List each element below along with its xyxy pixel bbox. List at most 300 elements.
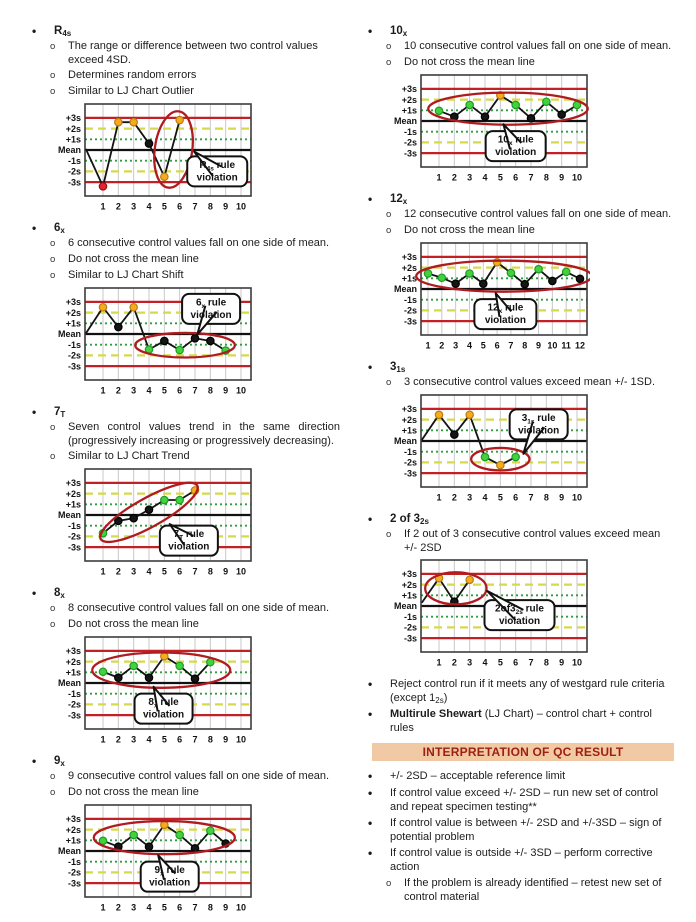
bullet-marker: • — [32, 405, 37, 419]
rule-bullet-text — [68, 449, 342, 463]
rule-bullet — [28, 252, 342, 267]
rule-section-left-4 — [28, 754, 342, 918]
summary-bullet-text-seg-1: (LJ Chart) – control chart + control rules — [390, 708, 652, 734]
x-axis-labels — [436, 493, 582, 503]
svg-text:2: 2 — [115, 734, 121, 745]
right-column — [364, 24, 678, 922]
rule-name-seg-0: 9 — [54, 755, 61, 767]
rule-bullet-text — [404, 39, 678, 53]
sub-bullet-marker: o — [386, 877, 392, 889]
rule-section-left-1 — [28, 221, 342, 401]
svg-text:9: 9 — [223, 385, 229, 396]
svg-text:+3s: +3s — [65, 113, 81, 124]
summary-bullet-text-seg-2: ) — [443, 692, 448, 704]
rule-bullet-text-seg-0: 9 consecutive control values fall on one side of mean. — [68, 770, 330, 782]
svg-text:2: 2 — [451, 492, 457, 503]
bullet-marker: • — [32, 221, 37, 235]
svg-text:-3s: -3s — [67, 177, 81, 188]
svg-text:1: 1 — [100, 385, 106, 396]
svg-text:10: 10 — [235, 201, 247, 212]
rule-heading — [28, 754, 342, 769]
svg-text:9: 9 — [223, 734, 229, 745]
rule-bullet-text-seg-0: Do not cross the mean line — [404, 224, 535, 236]
svg-text:4: 4 — [482, 492, 488, 503]
rule-bullet-text — [404, 55, 678, 69]
svg-text:5: 5 — [480, 340, 486, 351]
y-axis-labels — [58, 814, 81, 888]
chart-wrap — [374, 558, 678, 673]
x-axis-labels — [100, 735, 246, 745]
rule-section-right-1 — [364, 192, 678, 356]
svg-text:5: 5 — [497, 492, 503, 503]
bullet-marker: • — [368, 677, 373, 691]
rule-bullet-text-seg-0: 6 consecutive control values fall on one side of mean. — [68, 237, 330, 249]
summary-bullet-text — [390, 677, 678, 705]
svg-text:-3s: -3s — [67, 878, 81, 889]
rule-bullet-text-seg-0: 8 consecutive control values fall on one side of mean. — [68, 602, 330, 614]
chart-wrap — [38, 286, 342, 401]
svg-text:2: 2 — [451, 172, 457, 183]
svg-text:9: 9 — [559, 492, 565, 503]
control-chart-8x — [38, 635, 254, 745]
svg-text:7: 7 — [192, 385, 198, 396]
y-axis-labels — [58, 478, 81, 552]
svg-text:1: 1 — [100, 902, 106, 913]
y-axis-labels — [58, 297, 81, 371]
rule-name-seg-0: 2 of 3 — [390, 513, 421, 525]
svg-text:1: 1 — [100, 201, 106, 212]
rule-name-seg-1: x — [60, 226, 65, 235]
bullet-marker: • — [368, 845, 373, 860]
interpretation-bullet-text — [390, 769, 678, 783]
rule-name — [54, 221, 65, 236]
rule-bullet — [364, 375, 678, 390]
svg-text:+1s: +1s — [401, 425, 417, 436]
svg-text:2: 2 — [115, 566, 121, 577]
svg-text:+1s: +1s — [65, 499, 81, 510]
svg-text:6x rule: $6_x$ rule — [195, 297, 227, 310]
svg-text:3: 3 — [453, 340, 459, 351]
svg-text:-1s: -1s — [403, 611, 417, 622]
svg-text:-1s: -1s — [403, 446, 417, 457]
svg-text:-2s: -2s — [403, 622, 417, 633]
rule-bullet-text-seg-0: Do not cross the mean line — [68, 618, 199, 630]
svg-text:9: 9 — [559, 172, 565, 183]
svg-text:1: 1 — [436, 172, 442, 183]
rule-name-seg-0: 12 — [390, 193, 403, 205]
interpretation-bullet-text — [390, 786, 678, 814]
rule-heading — [364, 192, 678, 207]
svg-text:10x rule: $10_x$ rule — [497, 134, 534, 148]
x-axis-labels — [436, 173, 582, 183]
rule-bullet — [28, 769, 342, 784]
svg-text:1: 1 — [436, 657, 442, 668]
rule-name-seg-0: R — [54, 25, 63, 37]
svg-text:6: 6 — [177, 385, 183, 396]
svg-text:9: 9 — [223, 201, 229, 212]
svg-text:3: 3 — [467, 657, 473, 668]
rule-bullet-text-seg-0: 3 consecutive control values exceed mean +/- 1SD. — [404, 376, 655, 388]
svg-text:violation: violation — [190, 309, 232, 321]
chart-wrap — [38, 803, 342, 918]
svg-text:+1s: +1s — [401, 273, 417, 284]
rule-bullet-text-seg-0: Similar to LJ Chart Shift — [68, 269, 184, 281]
svg-text:12: 12 — [574, 340, 586, 351]
svg-text:-1s: -1s — [403, 126, 417, 137]
svg-text:Mean: Mean — [57, 846, 81, 857]
rule-bullet — [28, 617, 342, 632]
rule-name — [54, 24, 71, 39]
sub-bullet-marker: o — [50, 70, 56, 81]
x-axis-labels — [100, 567, 246, 577]
svg-text:6: 6 — [177, 902, 183, 913]
svg-text:9: 9 — [223, 902, 229, 913]
rule-bullet-text-seg-0: Do not cross the mean line — [404, 56, 535, 68]
rule-bullet-text — [68, 420, 342, 448]
svg-text:+1s: +1s — [401, 590, 417, 601]
interpretation-bullet — [364, 816, 678, 844]
right-rule-sections — [364, 24, 678, 673]
rule-bullet-text-seg-0: Determines random errors — [68, 69, 197, 81]
rule-name-seg-0: 8 — [54, 587, 61, 599]
svg-text:1: 1 — [436, 492, 442, 503]
svg-text:5: 5 — [161, 385, 167, 396]
svg-text:+2s: +2s — [65, 123, 81, 134]
x-axis-labels — [100, 202, 246, 212]
svg-text:2: 2 — [439, 340, 445, 351]
svg-text:-3s: -3s — [403, 468, 417, 479]
x-axis-labels — [100, 903, 246, 913]
svg-text:3: 3 — [467, 172, 473, 183]
svg-text:6: 6 — [177, 734, 183, 745]
svg-text:8: 8 — [543, 492, 549, 503]
rule-name-seg-1: T — [60, 410, 66, 419]
svg-text:5: 5 — [161, 566, 167, 577]
rule-bullet-text — [68, 236, 342, 250]
bullet-marker: • — [368, 24, 373, 38]
sub-bullet-marker: o — [386, 225, 392, 236]
svg-text:violation: violation — [484, 315, 526, 327]
svg-text:3: 3 — [131, 566, 137, 577]
rule-name — [54, 405, 65, 420]
summary-bullet-text — [390, 707, 678, 735]
control-chart-12x — [374, 241, 590, 351]
svg-text:Mean: Mean — [57, 510, 81, 521]
rule-bullet-text — [404, 207, 678, 221]
rule-bullet-text — [404, 527, 678, 555]
svg-text:-2s: -2s — [403, 137, 417, 148]
svg-text:+2s: +2s — [65, 824, 81, 835]
bullet-marker: • — [32, 754, 37, 768]
rule-bullet — [28, 68, 342, 83]
control-chart-31s — [374, 393, 590, 503]
rule-bullet — [28, 601, 342, 616]
rule-name — [390, 24, 407, 39]
summary-bullet-text-seg-1: 2s — [435, 696, 444, 705]
control-chart-R4s — [38, 102, 254, 212]
x-axis-labels — [100, 386, 246, 396]
svg-text:-3s: -3s — [403, 148, 417, 159]
svg-text:-1s: -1s — [67, 856, 81, 867]
svg-text:-2s: -2s — [67, 867, 81, 878]
svg-text:3: 3 — [131, 902, 137, 913]
svg-text:4: 4 — [482, 657, 488, 668]
svg-text:7: 7 — [528, 492, 534, 503]
summary-bullet-text-seg-0: Reject control run if it meets any of westgard rule criteria (except 1 — [390, 678, 665, 704]
svg-text:10: 10 — [235, 385, 247, 396]
svg-text:10: 10 — [571, 172, 583, 183]
svg-text:3: 3 — [131, 385, 137, 396]
left-column — [28, 24, 342, 922]
rule-name — [390, 192, 407, 207]
callout-bubble — [141, 855, 199, 891]
svg-text:10: 10 — [235, 734, 247, 745]
svg-text:8: 8 — [543, 657, 549, 668]
rule-name-seg-0: 10 — [390, 25, 403, 37]
interpretation-sub-bullet-text — [404, 876, 678, 905]
svg-text:Mean: Mean — [393, 601, 417, 612]
svg-text:8: 8 — [543, 172, 549, 183]
svg-text:12x rule: $12_x$ rule — [487, 302, 524, 316]
interp-bullet-text-seg-0: +/- 2SD – acceptable reference limit — [390, 770, 566, 782]
bullet-marker: • — [368, 360, 373, 374]
chart-wrap — [38, 635, 342, 750]
svg-text:+2s: +2s — [401, 579, 417, 590]
svg-text:5: 5 — [161, 734, 167, 745]
svg-text:4: 4 — [146, 734, 152, 745]
svg-text:+3s: +3s — [65, 646, 81, 657]
control-chart-10x — [374, 73, 590, 183]
y-axis-labels — [58, 113, 81, 187]
rule-heading — [364, 512, 678, 527]
rule-bullet — [28, 785, 342, 800]
svg-text:violation: violation — [149, 877, 191, 889]
svg-text:10: 10 — [235, 902, 247, 913]
svg-text:10: 10 — [571, 492, 583, 503]
callout-bubble — [160, 524, 218, 556]
svg-text:violation: violation — [495, 147, 537, 159]
x-axis-labels — [425, 341, 585, 351]
rule-name-seg-0: 7 — [54, 406, 61, 418]
svg-text:+1s: +1s — [65, 134, 81, 145]
rule-bullet-text-seg-0: Do not cross the mean line — [68, 253, 199, 265]
bullet-marker: • — [368, 815, 373, 830]
svg-text:-2s: -2s — [67, 350, 81, 361]
bullet-marker: • — [368, 707, 373, 721]
svg-text:2: 2 — [115, 902, 121, 913]
svg-text:9: 9 — [536, 340, 542, 351]
rule-bullet-text-seg-0: Similar to LJ Chart Outlier — [68, 85, 194, 97]
svg-text:1: 1 — [425, 340, 431, 351]
rule-name — [390, 360, 405, 375]
svg-text:8: 8 — [207, 734, 213, 745]
interpretation-sub-bullet — [364, 876, 678, 905]
rule-name-seg-0: 6 — [54, 222, 61, 234]
svg-text:10: 10 — [235, 566, 247, 577]
rule-bullet — [28, 449, 342, 464]
bullet-marker: • — [368, 785, 373, 800]
svg-text:8: 8 — [207, 566, 213, 577]
svg-text:6: 6 — [513, 657, 519, 668]
svg-text:violation: violation — [498, 616, 541, 628]
svg-text:7: 7 — [528, 657, 534, 668]
svg-text:-1s: -1s — [67, 520, 81, 531]
chart-wrap — [38, 467, 342, 582]
interpretation-header: INTERPRETATION OF QC RESULT — [372, 743, 674, 761]
svg-text:Mean: Mean — [57, 145, 81, 156]
rule-bullet-text-seg-0: Do not cross the mean line — [68, 786, 199, 798]
svg-text:7: 7 — [192, 902, 198, 913]
y-axis-labels — [58, 646, 81, 720]
interpretation-bullet — [364, 786, 678, 814]
rule-bullet-text — [68, 601, 342, 615]
bullet-marker: • — [32, 24, 37, 38]
callout-bubble — [187, 152, 247, 187]
svg-text:9: 9 — [223, 566, 229, 577]
svg-text:2of32s rule: $2of3_{2s}$ rule — [495, 603, 544, 617]
svg-text:Mean: Mean — [57, 678, 81, 689]
y-axis-labels — [394, 252, 417, 326]
svg-text:11: 11 — [561, 340, 571, 351]
svg-text:4: 4 — [146, 201, 152, 212]
svg-text:Mean: Mean — [393, 436, 417, 447]
control-chart-9x — [38, 803, 254, 913]
svg-text:-2s: -2s — [67, 531, 81, 542]
svg-text:8: 8 — [207, 902, 213, 913]
interp-sub-bullet-text-seg-0: If the problem is already identified – retest new set of control material — [404, 876, 662, 903]
svg-text:3: 3 — [131, 201, 137, 212]
rule-name — [54, 754, 65, 769]
svg-text:7: 7 — [508, 340, 514, 351]
bullet-marker: • — [32, 586, 37, 600]
rule-heading — [28, 24, 342, 39]
summary-bullet — [364, 677, 678, 705]
rule-name-seg-1: 4s — [62, 29, 72, 38]
sub-bullet-marker: o — [386, 529, 392, 540]
svg-text:-1s: -1s — [67, 339, 81, 350]
svg-text:+3s: +3s — [65, 478, 81, 489]
callout-bubble — [474, 293, 536, 329]
svg-text:8: 8 — [207, 201, 213, 212]
rule-section-right-3 — [364, 512, 678, 673]
svg-text:3: 3 — [467, 492, 473, 503]
rule-bullet-text — [404, 223, 678, 237]
svg-text:10: 10 — [571, 657, 583, 668]
interp-bullet-text-seg-0: If control value is outside +/- 3SD – perform corrective action — [390, 846, 653, 873]
sub-bullet-marker: o — [50, 86, 56, 97]
rule-bullet — [28, 420, 342, 448]
svg-text:-3s: -3s — [67, 710, 81, 721]
svg-text:-2s: -2s — [403, 457, 417, 468]
svg-text:5: 5 — [497, 657, 503, 668]
sub-bullet-marker: o — [386, 209, 392, 220]
sub-bullet-marker: o — [386, 57, 392, 68]
svg-text:5: 5 — [161, 902, 167, 913]
svg-text:-3s: -3s — [67, 361, 81, 372]
svg-text:violation: violation — [143, 709, 185, 721]
control-chart-6x — [38, 286, 254, 396]
svg-text:4: 4 — [146, 385, 152, 396]
sub-bullet-marker: o — [50, 254, 56, 265]
sub-bullet-marker: o — [50, 422, 56, 433]
svg-text:-2s: -2s — [67, 699, 81, 710]
interpretation-bullets — [364, 769, 678, 905]
svg-text:+3s: +3s — [401, 404, 417, 415]
rule-bullet-text — [68, 39, 342, 67]
summary-bullet-text-seg-0: Multirule Shewart — [390, 708, 482, 720]
rule-bullet — [28, 84, 342, 99]
rule-bullet-text — [68, 252, 342, 266]
svg-text:5: 5 — [497, 172, 503, 183]
svg-text:Mean: Mean — [393, 284, 417, 295]
svg-text:7: 7 — [192, 734, 198, 745]
y-axis-labels — [394, 404, 417, 478]
rule-bullet-text — [68, 84, 342, 98]
svg-text:2: 2 — [115, 201, 121, 212]
rule-heading — [28, 221, 342, 236]
sub-bullet-marker: o — [50, 270, 56, 281]
rule-section-left-0 — [28, 24, 342, 217]
svg-text:8: 8 — [207, 385, 213, 396]
rule-heading — [364, 24, 678, 39]
rule-bullet-text-seg-0: 12 consecutive control values fall on one side of mean. — [404, 208, 672, 220]
control-chart-2of32s — [374, 558, 590, 668]
svg-text:+3s: +3s — [65, 297, 81, 308]
svg-text:31s rule: $3_{1s}$ rule — [521, 412, 556, 426]
rule-name-seg-1: x — [402, 197, 408, 206]
rule-section-right-0 — [364, 24, 678, 188]
chart-wrap — [38, 102, 342, 217]
rule-bullet-text — [68, 268, 342, 282]
rule-bullet-text-seg-0: The range or difference between two control values exceed 4SD. — [68, 40, 318, 66]
svg-text:10: 10 — [547, 340, 558, 351]
interpretation-section — [364, 743, 678, 905]
svg-text:-1s: -1s — [67, 155, 81, 166]
svg-text:Mean: Mean — [393, 116, 417, 127]
svg-text:-2s: -2s — [403, 305, 417, 316]
svg-text:+2s: +2s — [65, 488, 81, 499]
svg-text:6: 6 — [513, 172, 519, 183]
svg-text:+2s: +2s — [65, 307, 81, 318]
rule-bullet-text — [68, 617, 342, 631]
sub-bullet-marker: o — [50, 771, 56, 782]
summary-bullets — [364, 677, 678, 735]
svg-text:-2s: -2s — [67, 166, 81, 177]
svg-text:violation: violation — [168, 541, 210, 553]
rule-name-seg-1: 1s — [396, 365, 406, 374]
y-axis-labels — [394, 84, 417, 158]
svg-text:Mean: Mean — [57, 329, 81, 340]
svg-text:1: 1 — [100, 566, 106, 577]
svg-text:3: 3 — [131, 734, 137, 745]
interpretation-bullet — [364, 846, 678, 874]
svg-text:+1s: +1s — [65, 667, 81, 678]
svg-text:+2s: +2s — [401, 414, 417, 425]
svg-text:+3s: +3s — [401, 569, 417, 580]
rule-name-seg-1: x — [60, 591, 65, 600]
svg-text:6: 6 — [177, 201, 183, 212]
svg-text:4: 4 — [482, 172, 488, 183]
svg-text:-1s: -1s — [67, 688, 81, 699]
rule-bullet — [364, 55, 678, 70]
sub-bullet-marker: o — [386, 377, 392, 388]
svg-text:+3s: +3s — [401, 252, 417, 263]
bullet-marker: • — [368, 512, 373, 526]
svg-text:4: 4 — [466, 340, 472, 351]
rule-bullet-text — [68, 785, 342, 799]
rule-bullet-text — [404, 375, 678, 389]
svg-text:+2s: +2s — [401, 94, 417, 105]
